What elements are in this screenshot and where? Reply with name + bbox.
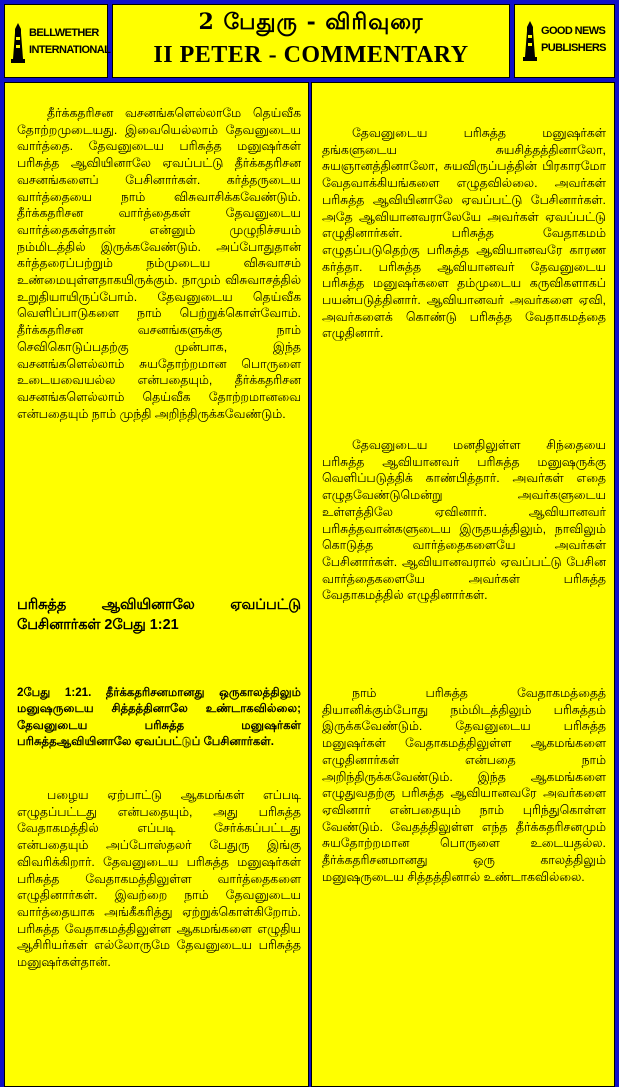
lighthouse-icon	[11, 23, 25, 63]
right-paragraph-1-text: தேவனுடைய பரிசுத்த மனுஷர்கள் தங்களுடைய சுயசித்தத்தினாலோ, சுயஞானத்தினாலோ, சுயவிருப்பத்தின் பிரகாரமோ வேதவாக்கியங்களை எழுதவில்லை. அவர்கள் பரிசுத்த ஆவியினாலே ஏவப்பட்டு பேசினார்கள். அதே ஆவியானவராலேயே அவர்கள் ஏவப்பட்டு எழுதினார்கள். பரிசுத்த வேதாகமம் எழுதப்படுதெற்கு பரிசுத்த ஆவியானவரே காரண கர்த்தா. பரிசுத்த ஆவியானவர் தேவனுடைய பரிசுத்த மனுஷர்களை தம்முடைய கருவிகளாகப் பயன்படுத்தினார். ஆவியானவர் அவர்களை ஏவி, அவர்களைக் கொண்டு பரிசுத்த வேதாகமத்தை எழுதினார்.	[322, 126, 606, 341]
title-panel	[112, 4, 510, 78]
logo-left-line1: BELLWETHER	[29, 27, 99, 39]
right-paragraph-3-text: நாம் பரிசுத்த வேதாகமத்தைத் தியானிக்கும்போது நம்மிடத்திலும் பரிசுத்தம் இருக்கவேண்டும். தேவனுடைய பரிசுத்த மனுஷர்கள் வேதாகமத்திலுள்ள ஆகமங்களை எழுதினார்கள் என்பதை நாம் அறிந்திருக்கவேண்டும். இந்த ஆகமங்களை எழுதுவதற்கு பரிசுத்த ஆவியானவரே அவர்களை ஏவினார் என்பதையும் நாம் புரிந்துகொள்ள வேண்டும். வேதத்திலுள்ள எந்த தீர்க்கதரிசனமும் சுயதோற்றமான பொருளை உடையதல்ல. தீர்க்கதரிசனமானது ஒரு காலத்திலும் மனுஷருடைய சித்தத்தினால் உண்டாகவில்லை.	[322, 686, 606, 884]
logo-right-line1: GOOD NEWS	[541, 25, 606, 37]
left-paragraph-1	[17, 105, 301, 422]
publisher-logo-right	[514, 4, 615, 78]
left-paragraph-2	[17, 787, 301, 971]
right-column	[311, 82, 615, 1087]
lighthouse-icon	[523, 21, 537, 61]
section-heading: பரிசுத்த ஆவியினாலே ஏவப்பட்டு பேசினார்கள் 2பேது 1:21	[17, 597, 301, 633]
logo-right-line2: PUBLISHERS	[541, 42, 606, 54]
page-title-english: II PETER - COMMENTARY	[153, 42, 469, 68]
page-title-tamil: 2 பேதுரு - விரிவுரை	[198, 9, 424, 35]
right-paragraph-1	[322, 125, 606, 342]
right-paragraph-2	[322, 437, 606, 604]
left-paragraph-2-text: பழைய ஏற்பாட்டு ஆகமங்கள் எப்படி எழுதப்பட்டது என்பதையும், அது பரிசுத்த வேதாகமத்தில் எப்படி சேர்க்கப்பட்டது என்பதையும் அப்போஸ்தலர் பேதுரு இங்கு விவரிக்கிறார். தேவனுடைய பரிசுத்த மனுஷர்கள் பரிசுத்த வேதாகமத்திலுள்ள வார்த்தைகளை எழுதினார்கள். இவற்றை நாம் தேவனுடைய வார்த்தையாக அங்கீகரித்து ஏற்றுக்கொள்கிறோம். பரிசுத்த வேதாகமத்திலுள்ள ஆகமங்களை எழுதிய ஆசிரியர்கள் எல்லோருமே தேவனுடைய பரிசுத்த மனுஷர்கள்தான்.	[17, 788, 301, 970]
right-paragraph-2-text: தேவனுடைய மனதிலுள்ள சிந்தையை பரிசுத்த ஆவியானவர் பரிசுத்த மனுஷருக்கு வெளிப்படுத்திக் காண்பித்தார். அவர்கள் எதை எழுதவேண்டுமென்று அவர்களுடைய உள்ளத்திலே ஏவினார். ஆவியானவர் பரிசுத்தவான்களுடைய இருதயத்திலும், நாவிலும் கொடுத்த வார்த்தைகளையே அவர்கள் பேசினார்கள். ஆவியானவரால் ஏவப்பட்டு பேசின வார்த்தைகளையே அவர்கள் பரிசுத்த வேதாகமத்தில் எழுதினார்கள்.	[322, 438, 606, 603]
right-paragraph-3	[322, 685, 606, 885]
publisher-logo-left	[4, 4, 111, 78]
left-column	[4, 82, 309, 1087]
scripture-verse: 2பேது 1:21. தீர்க்கதரிசனமானது ஒருகாலத்திலும் மனுஷருடைய சித்தத்தினாலே உண்டாகவில்லை; தேவனுடைய பரிசுத்த மனுஷர்கள் பரிசுத்தஆவியினாலே ஏவப்பட்டுப் பேசினார்கள்.	[17, 686, 301, 749]
left-paragraph-1-text: தீர்க்கதரிசன வசனங்களெல்லாமே தெய்வீக தோற்றமுடையது. இவையெல்லாம் தேவனுடைய வார்த்தை. தேவனுடைய பரிசுத்த மனுஷர்கள் பரிசுத்த ஆவியினாலே ஏவப்பட்டு தீர்க்கதரிசன வசனங்களைப் பேசினார்கள். கர்த்தருடைய வார்த்தையை நாம் விசுவாசிக்கவேண்டும். தீர்க்கதரிசன வார்த்தைகள் தேவனுடைய வார்த்தைகள்தான் என்னும் முழுநிச்சயம் நம்மிடத்தில் இருக்கவேண்டும். அப்போதுதான் கர்த்தரைப்பற்றும் நம்முடைய விசுவாசம் உண்மையுள்ளதாகயிருக்கும். நாமும் விசுவாசத்தில் உறுதியாயிருப்போம். தேவனுடைய தெய்வீக வெளிப்பாடுகளை நாம் பெற்றுக்கொள்வோம். தீர்க்கதரிசன வசனங்களுக்கு நாம் செவிகொடுப்பதற்கு முன்பாக, இந்த வசனங்களெல்லாம் சுயதோற்றமான பொருளை உடையவையல்ல என்பதையும், தீர்க்கதரிசன வசனங்களெல்லாம் தெய்வீக தோற்றமானவை என்பதையும் நாம் முந்தி அறிந்திருக்கவேண்டும்.	[17, 106, 301, 421]
page-header	[0, 0, 619, 82]
logo-left-line2: INTERNATIONAL	[29, 44, 111, 56]
